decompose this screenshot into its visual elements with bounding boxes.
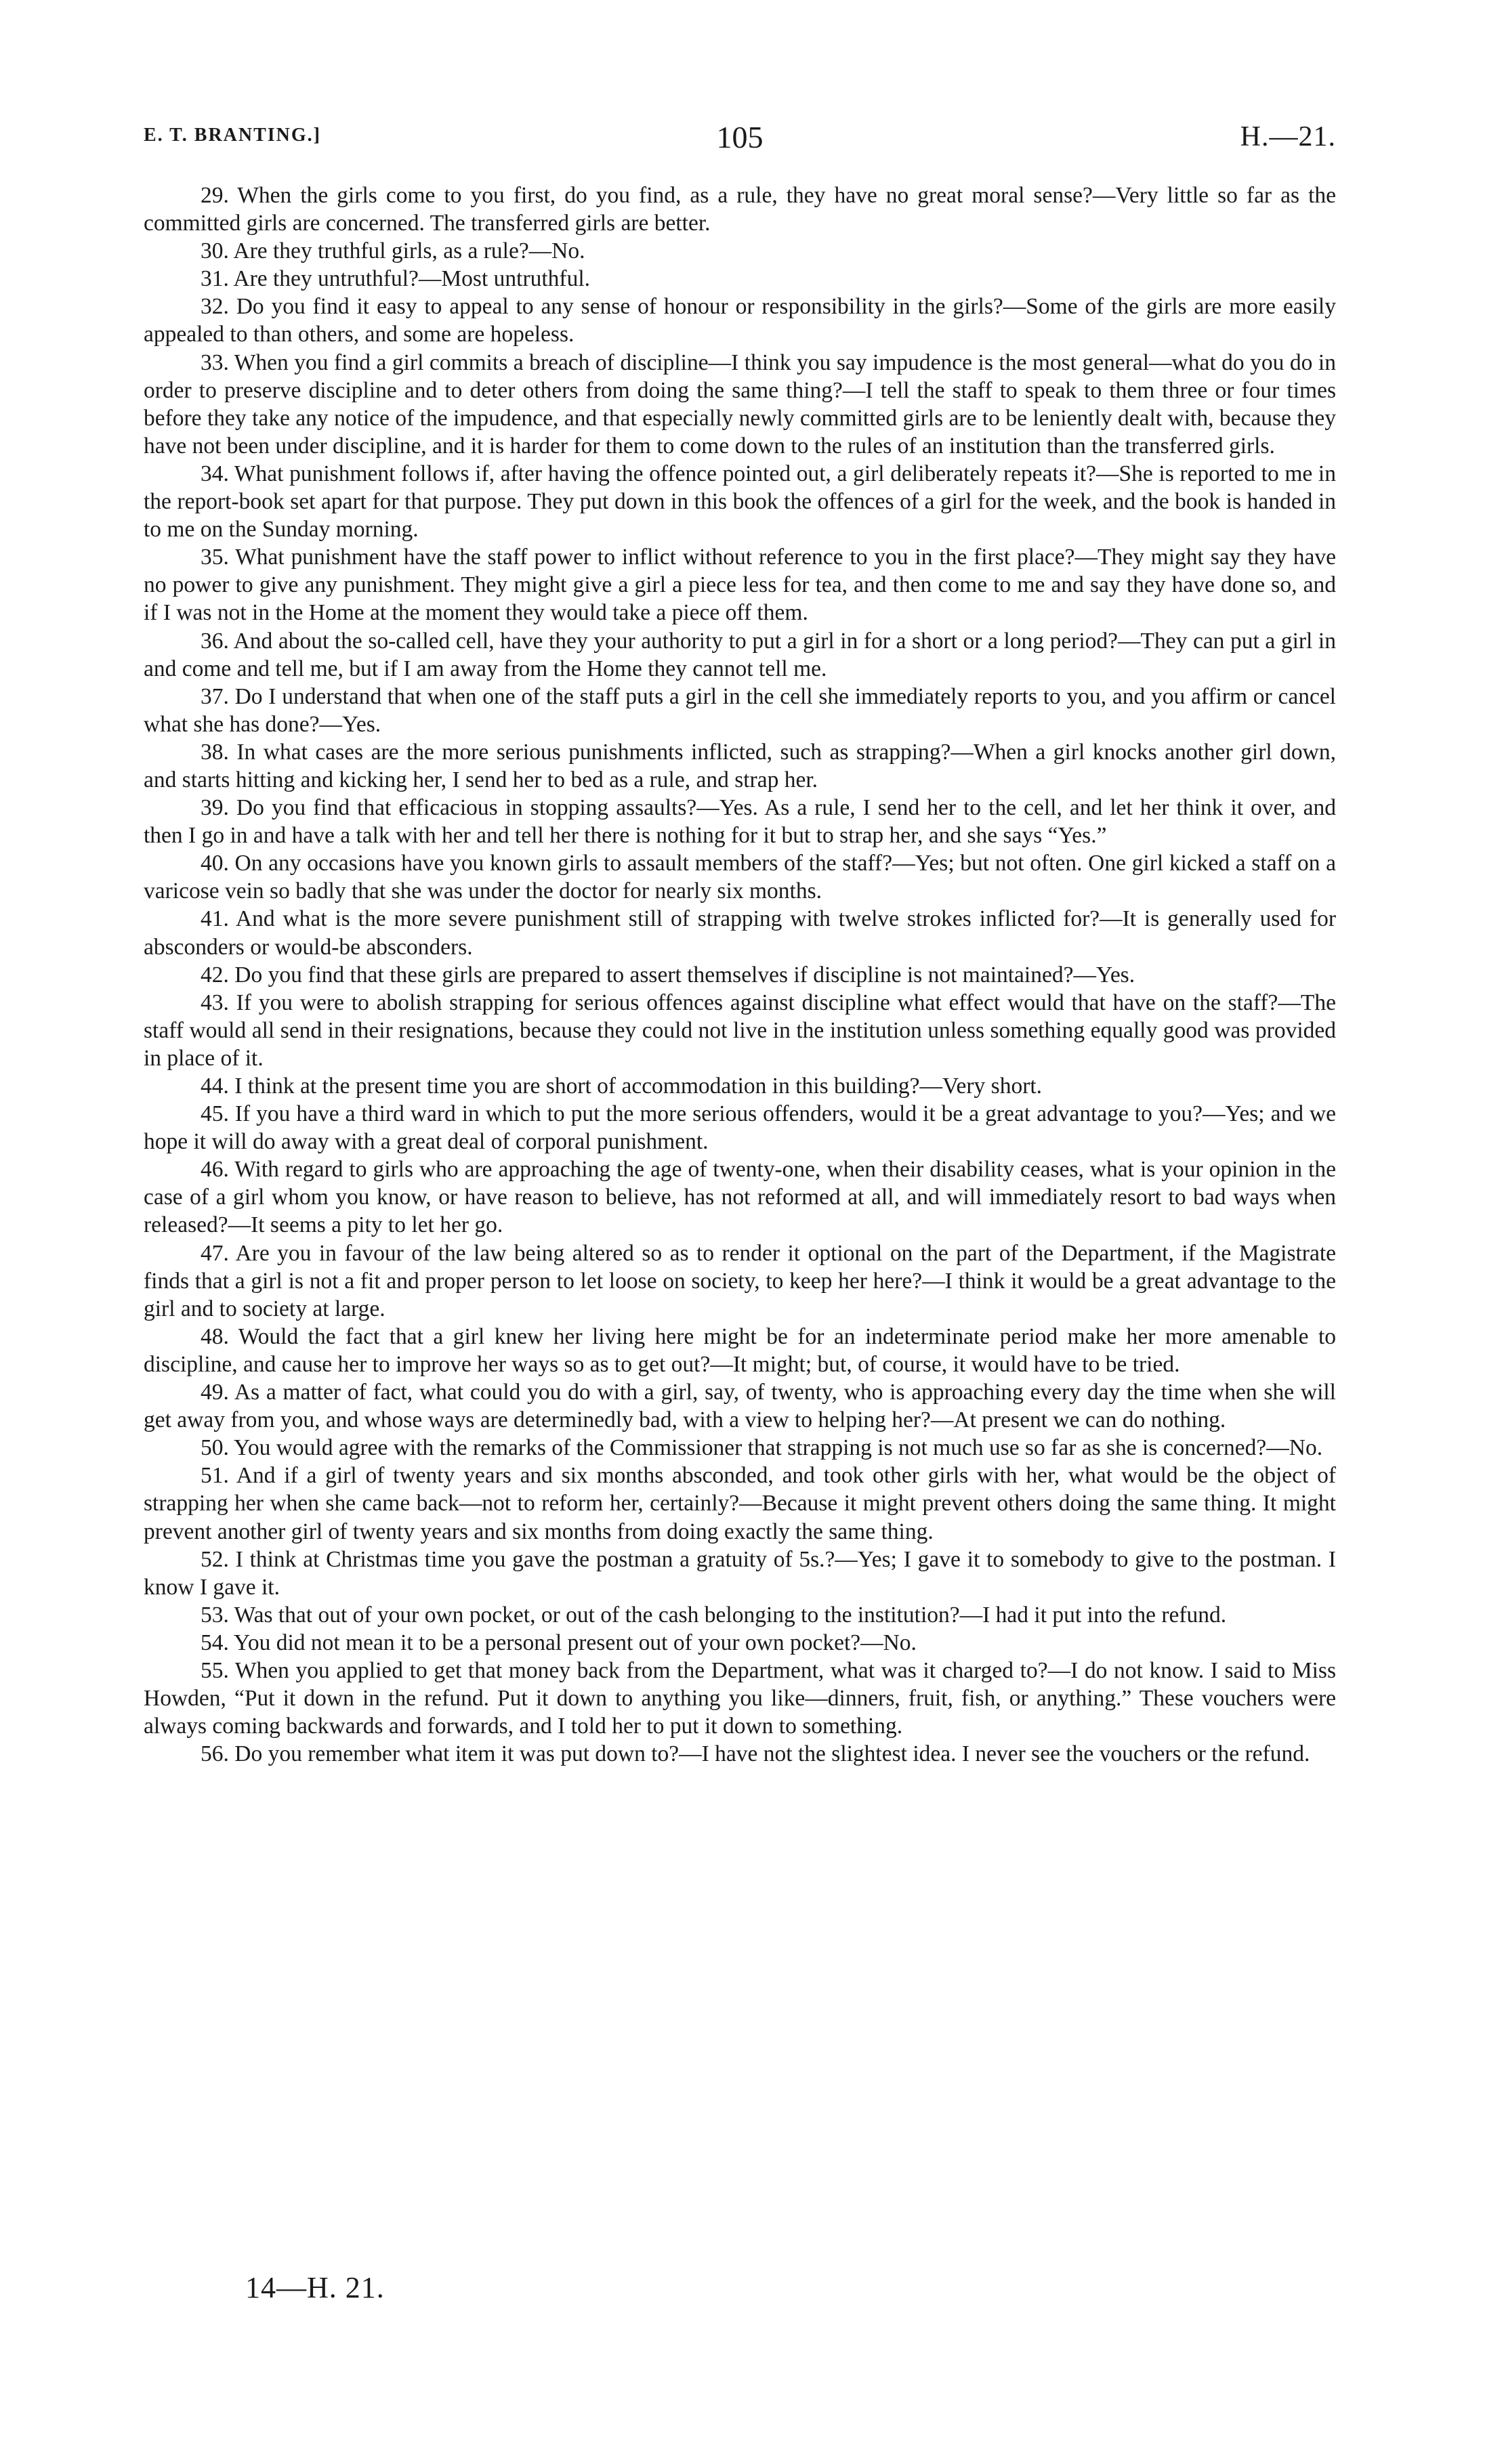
paragraph-q51: 51. And if a girl of twenty years and six months absconded, and took other girls with her, what would be the object of strapping her when she came back—not to reform her, certainly?—Because it might prevent others doing the same thing. It might prevent another girl of twenty years and six months from doing exactly the same thing. (144, 1463, 1336, 1544)
paragraph-q55: 55. When you applied to get that money back from the Department, what was it charged to?—I do not know. I said to Miss Howden, “Put it down in the refund. Put it down to anything you like—dinners, fruit, fish, or anything.” These vouchers were always coming backwards and forwards, and I told her to put it down to something. (144, 1657, 1336, 1739)
paragraph-q56: 56. Do you remember what item it was put down to?—I have not the slightest idea. I never see the vouchers or the refund. (201, 1741, 1310, 1767)
paragraph-q48: 48. Would the fact that a girl knew her living here might be for an indeterminate period make her more amenable to discipline, and cause her to improve her ways so as to get out?—It might; but, of course, it would have to be tried. (144, 1323, 1336, 1377)
paragraph-q44: 44. I think at the present time you are short of accommodation in this building?—Very short. (201, 1074, 1043, 1099)
paragraph-q47: 47. Are you in favour of the law being altered so as to render it optional on the part of the Department, if the Magistrate finds that a girl is not a fit and proper person to let loose on society, to keep her here?—I think it would be a great advantage to the girl and to society at large. (144, 1240, 1336, 1321)
paragraph-q52: 52. I think at Christmas time you gave the postman a gratuity of 5s.?—Yes; I gave it to somebody to give to the postman. I know I gave it. (144, 1546, 1336, 1600)
paragraph-q50: 50. You would agree with the remarks of the Commissioner that strapping is not much use so far as she is concerned?—No. (201, 1435, 1323, 1461)
paragraph-q37: 37. Do I understand that when one of the staff puts a girl in the cell she immediately reports to you, and you affirm or cancel what she has done?—Yes. (144, 683, 1336, 737)
page-number: 105 (716, 120, 764, 154)
document-code: H.—21. (1240, 121, 1336, 152)
paragraph-q45: 45. If you have a third ward in which to put the more serious offenders, would it be a great advantage to you?—Yes; and we hope it will do away with a great deal of corporal punishment. (144, 1101, 1336, 1155)
paragraph-q35: 35. What punishment have the staff power to inflict without reference to you in the first place?—They might say they have no power to give any punishment. They might give a girl a piece less for tea, and then come to me and say they have done so, and if I was not in the Home at the moment they would take a piece off them. (144, 545, 1336, 626)
paragraph-q42: 42. Do you find that these girls are prepared to assert themselves if discipline is not maintained?—Yes. (201, 962, 1135, 987)
paragraph-q40: 40. On any occasions have you known girls to assault members of the staff?—Yes; but not often. One girl kicked a staff on a varicose vein so badly that she was under the doctor for nearly six months. (144, 851, 1336, 904)
evidence-text (144, 182, 1336, 1768)
paragraph-q30: 30. Are they truthful girls, as a rule?—No. (201, 238, 585, 264)
paragraph-q41: 41. And what is the more severe punishment still of strapping with twelve strokes inflicted for?—It is generally used for absconders or would-be absconders. (144, 906, 1336, 960)
paragraph-q54: 54. You did not mean it to be a personal present out of your own pocket?—No. (201, 1630, 917, 1655)
paragraph-q34: 34. What punishment follows if, after having the offence pointed out, a girl deliberately repeats it?—She is reported to me in the report-book set apart for that purpose. They put down in this book the offences of a girl for the week, and the book is handed in to me on the Sunday morning. (144, 461, 1336, 543)
paragraph-q49: 49. As a matter of fact, what could you do with a girl, say, of twenty, who is approaching every day the time when she will get away from you, and whose ways are determinedly bad, with a view to helping her?—At present we can do nothing. (144, 1380, 1336, 1433)
witness-name: E. T. BRANTING.] (144, 125, 322, 146)
paragraph-q36: 36. And about the so-called cell, have they your authority to put a girl in for a short or a long period?—They can put a girl in and come and tell me, but if I am away from the Home they cannot tell me. (144, 628, 1336, 681)
paragraph-q31: 31. Are they untruthful?—Most untruthful. (201, 266, 591, 292)
signature-mark: 14—H. 21. (245, 2271, 385, 2304)
paragraph-q29: 29. When the girls come to you first, do you find, as a rule, they have no great moral sense?—Very little so far as the committed girls are concerned. The transferred girls are better. (144, 183, 1336, 236)
page-header (144, 119, 1336, 160)
paragraph-q33: 33. When you find a girl commits a breach of discipline—I think you say impudence is the most general—what do you do in order to preserve discipline and to deter others from doing the same thing?—I tell the staff to speak to them three or four times before they take any notice of the impudence, and that especially newly committed girls are to be leniently dealt with, because they have not been under discipline, and it is harder for them to come down to the rules of an institution than the transferred girls. (144, 349, 1336, 459)
paragraph-q38: 38. In what cases are the more serious punishments inflicted, such as strapping?—When a girl knocks another girl down, and starts hitting and kicking her, I send her to bed as a rule, and strap her. (144, 739, 1336, 792)
paragraph-q43: 43. If you were to abolish strapping for serious offences against discipline what effect would that have on the staff?—The staff would all send in their resignations, because they could not live in the institution unless something equally good was provided in place of it. (144, 990, 1336, 1071)
paragraph-q32: 32. Do you find it easy to appeal to any sense of honour or responsibility in the girls?—Some of the girls are more easily appealed to than others, and some are hopeless. (144, 294, 1336, 347)
paragraph-q53: 53. Was that out of your own pocket, or out of the cash belonging to the institution?—I had it put into the refund. (201, 1602, 1227, 1628)
paragraph-q46: 46. With regard to girls who are approaching the age of twenty-one, when their disability ceases, what is your opinion in the case of a girl whom you know, or have reason to believe, has not reformed at all, and will immediately resort to bad ways when released?—It seems a pity to let her go. (144, 1157, 1336, 1238)
paragraph-q39: 39. Do you find that efficacious in stopping assaults?—Yes. As a rule, I send her to the cell, and let her think it over, and then I go in and have a talk with her and tell her there is nothing for it but to strap her, and she says “Yes.” (144, 795, 1336, 849)
